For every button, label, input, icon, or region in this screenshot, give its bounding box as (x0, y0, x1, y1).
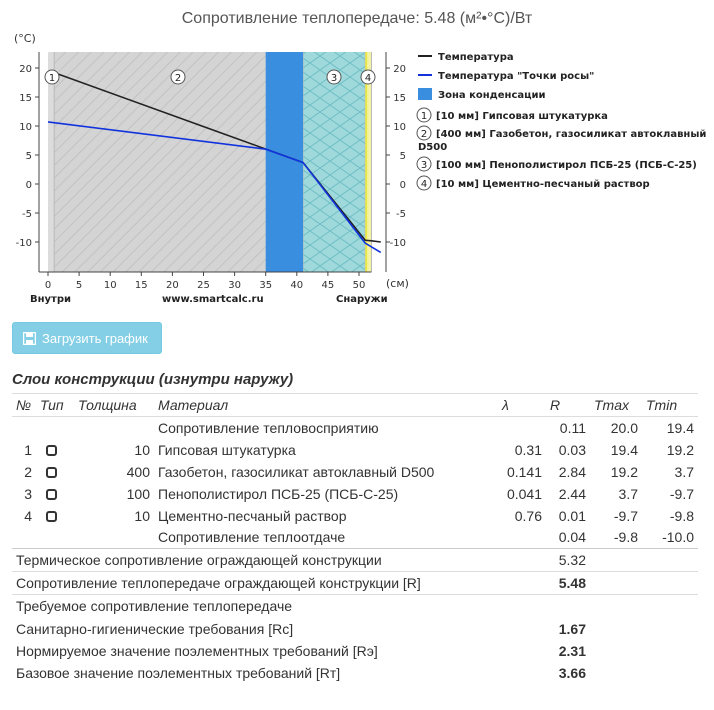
layer-no: 1 (24, 441, 32, 458)
y-tick-label-right: -10 (389, 238, 406, 249)
layer-lambda: 0.31 (514, 441, 542, 458)
layer-band (303, 52, 365, 272)
layer-type (36, 527, 74, 549)
layer-no (12, 417, 36, 439)
y-tick-label-right: 20 (393, 64, 406, 75)
x-tick-label: 40 (290, 280, 304, 291)
legend-label: Температура (438, 52, 514, 63)
x-tick-label: 15 (134, 280, 148, 291)
table-header-row (12, 394, 698, 417)
x-tick-label: 20 (166, 280, 179, 291)
layer-r: 2.84 (558, 463, 586, 480)
layer-marker (45, 70, 59, 84)
layer-material: Газобетон, газосиликат автоклавный D500 (158, 463, 435, 480)
x-tick-label: 50 (352, 280, 366, 291)
layer-lambda: 0.141 (506, 463, 542, 480)
x-tick-label: 30 (228, 280, 241, 291)
layer-material: Цементно-песчаный раствор (158, 507, 347, 524)
x-tick-label: 35 (259, 280, 273, 291)
layer-tmin: -9.8 (669, 507, 694, 524)
layer-legend-label: [10 мм] Цементно-песчаный раствор (436, 179, 650, 190)
requirement-value: 1.67 (558, 620, 586, 637)
layer-tmin: -9.7 (669, 485, 694, 502)
layer-type (36, 439, 74, 461)
requirement-value: 3.66 (558, 664, 586, 681)
layer-thickness (74, 527, 154, 549)
layer-no: 3 (24, 485, 32, 502)
layer-legend-label: [100 мм] Пенополистирол ПСБ-25 (ПСБ-С-25) (436, 160, 697, 171)
layer-marker (171, 70, 185, 84)
legend-label: Температура "Точки росы" (438, 71, 595, 82)
layer-legend-label: D500 (418, 142, 448, 153)
layer-tmin: 3.7 (674, 463, 694, 480)
y-tick-label: 20 (19, 64, 32, 75)
layer-marker-label: 1 (48, 73, 56, 84)
y-tick-label: 0 (25, 180, 32, 191)
layer-lambda: 0.76 (514, 507, 542, 524)
header-no: № (12, 394, 36, 417)
y-tick-label: -10 (15, 238, 32, 249)
layer-marker-label: 4 (364, 73, 372, 84)
layer-legend-label: [10 мм] Гипсовая штукатурка (436, 111, 608, 122)
layer-checkbox[interactable] (46, 489, 57, 500)
legend-swatch (418, 88, 432, 100)
requirement-label: Санитарно-гигиенические требования [Rc] (16, 620, 294, 637)
x-tick-label: 0 (44, 280, 52, 291)
layer-legend-marker-label: 3 (420, 160, 428, 171)
layer-thickness: 10 (134, 441, 150, 458)
layer-marker-label: 2 (174, 73, 182, 84)
header-tmin: Tmin (642, 394, 698, 417)
x-tick-label: 5 (75, 280, 83, 291)
requirement-row (12, 662, 698, 684)
x-axis-label: (см) (386, 277, 409, 290)
download-chart-label: Загрузить график (42, 330, 148, 346)
y-tick-label-right: 15 (393, 93, 406, 104)
heat-transfer-resistance-row (12, 572, 698, 595)
header-lambda: λ (498, 394, 546, 417)
layer-lambda (498, 527, 546, 549)
requirement-row (12, 618, 698, 640)
thermal-resistance-label: Термическое сопротивление ограждающей конструкции (12, 549, 546, 572)
layer-no (12, 527, 36, 549)
requirement-label: Нормируемое значение поэлементных требований [Rэ] (16, 642, 378, 659)
x-tick-label: 45 (321, 280, 335, 291)
site-caption: www.smartcalc.ru (162, 294, 264, 305)
layer-no: 4 (24, 507, 32, 524)
x-tick-label: 10 (103, 280, 117, 291)
table-row (12, 417, 698, 439)
layer-checkbox[interactable] (46, 511, 57, 522)
layer-lambda: 0.041 (506, 485, 542, 502)
header-r: R (546, 394, 590, 417)
table-row (12, 461, 698, 483)
layer-tmin: 19.4 (666, 419, 694, 436)
layer-legend-marker-label: 1 (420, 111, 428, 122)
layer-tmax: 3.7 (618, 485, 638, 502)
thermal-resistance-value: 5.32 (546, 549, 590, 572)
layer-tmax: -9.7 (613, 507, 638, 524)
layer-thickness (74, 417, 154, 439)
layer-legend-marker-label: 2 (420, 129, 428, 140)
condensation-zone (266, 52, 303, 272)
layer-no: 2 (24, 463, 32, 480)
layer-tmax: -9.8 (613, 529, 638, 546)
layer-checkbox[interactable] (46, 467, 57, 478)
layer-lambda (498, 417, 546, 439)
y-tick-label-right: -5 (396, 209, 406, 220)
requirement-value: 2.31 (558, 642, 586, 659)
layer-r: 2.44 (558, 485, 586, 502)
legend-label: Зона конденсации (438, 90, 546, 101)
layer-marker (327, 70, 341, 84)
floppy-disk-icon (23, 332, 36, 345)
heat-transfer-resistance-label: Сопротивление теплопередаче ограждающей конструкции [R] (12, 572, 546, 595)
layer-tmax: 19.2 (610, 463, 638, 480)
required-title: Требуемое сопротивление теплопередаче (12, 595, 698, 618)
layer-type (36, 461, 74, 483)
layer-marker (361, 70, 375, 84)
heat-transfer-resistance-value: 5.48 (546, 572, 590, 595)
layer-material: Гипсовая штукатурка (158, 441, 296, 458)
requirement-row (12, 640, 698, 662)
layer-tmin: 19.2 (666, 441, 694, 458)
layer-type (36, 483, 74, 505)
y-tick-label-right: 5 (399, 151, 406, 162)
y-tick-label-right: 10 (393, 122, 406, 133)
layer-r: 0.01 (558, 507, 586, 524)
layer-band (48, 52, 54, 272)
layer-material: Сопротивление теплоотдаче (158, 529, 346, 546)
requirement-label: Базовое значение поэлементных требований [Rт] (16, 664, 341, 681)
table-row (12, 483, 698, 505)
layer-thickness: 100 (126, 485, 150, 502)
layer-material: Пенополистирол ПСБ-25 (ПСБ-С-25) (158, 485, 399, 502)
y-tick-label: -5 (22, 209, 32, 220)
y-tick-label: 15 (19, 93, 32, 104)
table-row (12, 505, 698, 527)
download-chart-button[interactable] (12, 322, 162, 354)
outside-caption: Снаружи (336, 294, 388, 305)
y-tick-label-right: 0 (399, 180, 406, 191)
header-type: Тип (36, 394, 74, 417)
header-thickness: Толщина (74, 394, 154, 417)
layer-thickness: 400 (126, 463, 150, 480)
layer-r: 0.11 (559, 419, 586, 436)
y-axis-label: (°С) (14, 32, 36, 45)
y-tick-label: 10 (19, 122, 32, 133)
header-material: Материал (154, 394, 498, 417)
layer-tmin: -10.0 (662, 529, 694, 546)
chart-title: Сопротивление теплопередаче: 5.48 (м²•°С)/Вт (181, 10, 533, 27)
header-tmax: Tmax (590, 394, 642, 417)
x-tick-label: 25 (197, 280, 210, 291)
y-tick-label: 5 (25, 151, 32, 162)
layer-tmax: 19.4 (610, 441, 638, 458)
layer-tmax: 20.0 (610, 419, 638, 436)
required-title-row (12, 595, 698, 618)
layer-type (36, 417, 74, 439)
layer-legend-label: [400 мм] Газобетон, газосиликат автоклавный (436, 129, 707, 140)
inside-caption: Внутри (30, 294, 72, 305)
table-row (12, 439, 698, 461)
layers-section-title: Слои конструкции (изнутри наружу) (12, 371, 294, 388)
layer-thickness: 10 (134, 507, 150, 524)
layer-legend-marker-label: 4 (420, 179, 428, 190)
chart (0, 28, 714, 308)
layer-r: 0.03 (558, 441, 586, 458)
thermal-resistance-row (12, 549, 698, 572)
layer-checkbox[interactable] (46, 445, 57, 456)
layer-r: 0.04 (558, 529, 586, 546)
layer-type (36, 505, 74, 527)
layer-marker-label: 3 (330, 73, 338, 84)
table-row (12, 527, 698, 549)
layer-material: Сопротивление тепловосприятию (158, 419, 379, 436)
layers-table (12, 393, 698, 684)
